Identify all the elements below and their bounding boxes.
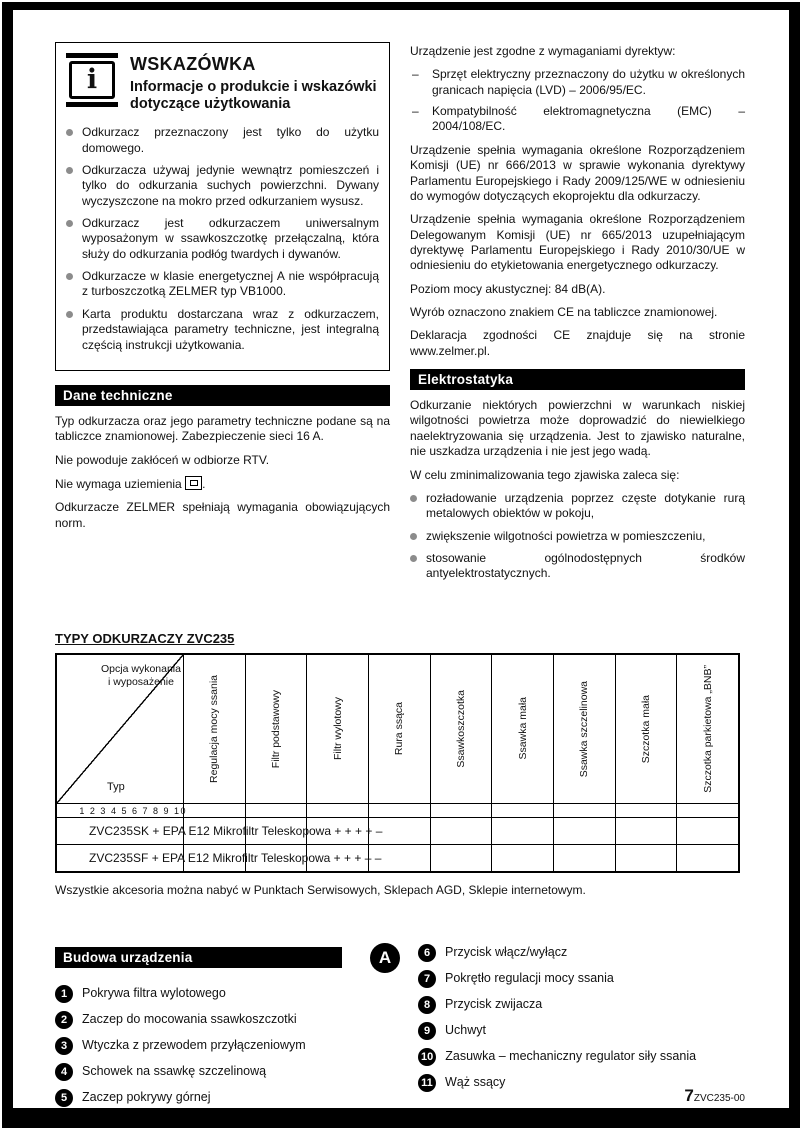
paragraph: Typ odkurzacza oraz jego parametry techniczne podane są na tabliczce znamionowej. Zabezpieczenie sieci 16 A. (55, 413, 390, 444)
list-item (66, 307, 379, 353)
part-label: Zasuwka – mechaniczny regulator siły ssania (445, 1048, 697, 1063)
item-number-badge: 11 (418, 1074, 436, 1092)
page-frame-right (789, 2, 800, 1128)
parts-list-left (55, 985, 400, 1107)
paragraph: W celu zminimalizowania tego zjawiska zaleca się: (410, 467, 680, 482)
advisory-box (55, 42, 390, 371)
bullet-text: Odkurzacze w klasie energetycznej A nie współpracują z turboszczotką ZELMER typ VB1000. (82, 269, 379, 299)
table-header-row (57, 655, 738, 803)
class-ii-insulation-icon (185, 476, 202, 490)
column-header: Ssawka mała (491, 655, 553, 803)
column-numbers: 1 2 3 4 5 6 7 8 9 10 (79, 805, 187, 816)
column-header: Rura ssąca (368, 655, 430, 803)
list-item (410, 551, 745, 582)
list-item (55, 985, 400, 1003)
item-number-badge: 3 (55, 1037, 73, 1055)
bullet-dot-icon (66, 220, 73, 227)
bullet-dot-icon (66, 167, 73, 174)
part-label: Wtyczka z przewodem przyłączeniowym (82, 1037, 306, 1052)
item-number-badge: 9 (418, 1022, 436, 1040)
page-frame-top (2, 2, 800, 10)
dash-marker: – (412, 67, 419, 82)
paragraph: Urządzenie jest zgodne z wymaganiami dyrektyw: (410, 44, 676, 58)
part-label: Przycisk zwijacza (445, 996, 543, 1011)
column-header: Filtr podstawowy (245, 655, 307, 803)
paragraph: Deklaracja zgodności CE znajduje się na stronie www.zelmer.pl. (410, 328, 745, 358)
column-header: Regulacja mocy ssania (183, 655, 245, 803)
list-item (66, 163, 379, 209)
column-header: Ssawka szczelinowa (553, 655, 615, 803)
advisory-bullet-list (66, 125, 379, 353)
list-item (55, 1089, 400, 1107)
section-header-dane-techniczne: Dane techniczne (55, 385, 390, 406)
column-header: Szczotka parkietowa „BNB” (676, 655, 738, 803)
page-frame-left (2, 2, 13, 1128)
paragraph: Wyrób oznaczono znakiem CE na tabliczce znamionowej. (410, 305, 718, 320)
part-label: Uchwyt (445, 1022, 486, 1037)
info-icon (66, 53, 118, 107)
document-code: ZVC235-00 (693, 1093, 745, 1104)
table-row-text: ZVC235SK + EPA E12 Mikrofiltr Teleskopowa + + + + – (89, 823, 383, 838)
advisory-subtitle: Informacje o produkcie i wskazówki dotyczące użytkowania (130, 79, 377, 113)
item-number-badge: 1 (55, 985, 73, 1003)
section-header-budowa: Budowa urządzenia (55, 947, 342, 968)
item-number-badge: 7 (418, 970, 436, 988)
item-number-badge: 2 (55, 1011, 73, 1029)
accessories-table (55, 653, 740, 873)
bullet-dot-icon (66, 273, 73, 280)
list-item (66, 269, 379, 300)
part-label: Pokrętło regulacji mocy ssania (445, 970, 614, 985)
list-item (55, 1011, 400, 1029)
table-footnote: Wszystkie akcesoria można nabyć w Punktach Serwisowych, Sklepach AGD, Sklepie internetowym. (55, 882, 586, 897)
part-label: Zaczep pokrywy górnej (82, 1089, 211, 1104)
column-header: Szczotka mała (615, 655, 677, 803)
list-item (418, 970, 745, 988)
list-item (410, 491, 745, 522)
bullet-text: Odkurzacz jest odkurzaczem uniwersalnym wyposażonym w ssawkoszczotkę przełączalną, która służy do odkurzania podłóg twardych i dywanów. (82, 216, 379, 261)
item-number-badge: 4 (55, 1063, 73, 1081)
paragraph: Urządzenie spełnia wymagania określone Rozporządzeniem Delegowanym Komisji (UE) nr 665/2013 uzupełniającym dyrektywę Parlamentu Europejskiego i Rady 2010/30/UE w odniesieniu do etykietowania energetycznego odkurzaczy. (410, 212, 745, 273)
paragraph: Urządzenie spełnia wymagania określone Rozporządzeniem Komisji (UE) nr 666/2013 w sprawie wykonania dyrektywy Parlamentu Europejskiego i Rady 2009/125/WE w odniesieniu do wymogów dotyczących ekoprojektu dla odkurzaczy. (410, 142, 745, 203)
list-item (418, 996, 745, 1014)
section-header-elektrostatyka: Elektrostatyka (410, 369, 745, 390)
dash-marker: – (412, 104, 419, 119)
left-column (55, 42, 390, 589)
part-label: Schowek na ssawkę szczelinową (82, 1063, 267, 1078)
bullet-text: Odkurzacza używaj jedynie wewnątrz pomieszczeń i tylko do odkurzania suchych powierzchni. Dywany wyczyszczone na mokro przed odkurzaniem wysusz. (82, 162, 379, 208)
list-item (418, 1022, 745, 1040)
bullet-dot-icon (410, 533, 417, 540)
corner-label-bottom: Typ (107, 780, 125, 793)
right-column (410, 42, 745, 589)
dash-text: Sprzęt elektryczny przeznaczony do użytku w określonych granicach napięcia (LVD) – 2006/95/EC. (432, 67, 745, 97)
list-item (418, 944, 745, 962)
paragraph: Nie powoduje zakłóceń w odbiorze RTV. (55, 452, 270, 467)
dash-text: Kompatybilność elektromagnetyczna (EMC) – 2004/108/EC. (432, 104, 745, 134)
page-content (55, 42, 745, 1115)
part-label: Zaczep do mocowania ssawkoszczotki (82, 1011, 297, 1026)
bullet-dot-icon (410, 495, 417, 502)
advisory-title: WSKAZÓWKA (130, 54, 256, 74)
list-item (55, 1063, 400, 1081)
part-label: Pokrywa filtra wylotowego (82, 985, 226, 1000)
page-number: 7 (684, 1086, 694, 1105)
bullet-text: stosowanie ogólnodostępnych środków antyelektrostatycznych. (426, 550, 745, 581)
bullet-text: Karta produktu dostarczana wraz z odkurzaczem, przedstawiająca parametry techniczne, jest integralną częścią instrukcji użytkowania. (82, 306, 379, 352)
bullet-dot-icon (410, 555, 417, 562)
bullet-text: zwiększenie wilgotności powietrza w pomieszczeniu, (426, 528, 706, 543)
list-item (66, 125, 379, 156)
item-number-badge: 6 (418, 944, 436, 962)
corner-label-top: Opcja wykonania i wyposażenie (101, 662, 181, 688)
bullet-text: Odkurzacz przeznaczony jest tylko do użytku domowego. (82, 125, 379, 155)
paragraph: Poziom mocy akustycznej: 84 dB(A). (410, 281, 606, 296)
info-icon-glyph: i (86, 63, 98, 95)
list-item (55, 1037, 400, 1055)
list-item (412, 104, 745, 135)
paragraph: Odkurzacze ZELMER spełniają wymagania obowiązujących norm. (55, 500, 390, 530)
bullet-dot-icon (66, 129, 73, 136)
figure-a-badge: A (370, 943, 400, 973)
column-header: Ssawkoszczotka (430, 655, 492, 803)
item-number-badge: 5 (55, 1089, 73, 1107)
column-header: Filtr wylotowy (306, 655, 368, 803)
vacuum-types-section (55, 631, 745, 897)
paragraph: Odkurzanie niektórych powierzchni w warunkach niskiej wilgotności powietrza może doprowadzić do niewielkiego naelektryzowania się urządzenia. Jest to zjawisko naturalne, nie uszkadza urządzenia i nie jest jego wadą. (410, 398, 745, 459)
paragraph (55, 476, 390, 492)
list-item (66, 216, 379, 262)
table-title: TYPY ODKURZACZY ZVC235 (55, 630, 235, 646)
table-row (57, 844, 738, 871)
item-number-badge: 10 (418, 1048, 436, 1066)
grounding-suffix: . (202, 477, 206, 491)
info-icon-bottom-bar (66, 102, 118, 107)
list-item (412, 67, 745, 98)
device-structure-section (55, 943, 745, 1115)
list-item (410, 529, 745, 544)
item-number-badge: 8 (418, 996, 436, 1014)
part-label: Przycisk włącz/wyłącz (445, 944, 568, 959)
part-label: Wąż ssący (445, 1074, 506, 1089)
table-row-text: ZVC235SF + EPA E12 Mikrofiltr Teleskopowa + + + – – (89, 850, 382, 865)
list-item (418, 1048, 745, 1066)
page-footer (684, 1086, 745, 1106)
info-icon-top-bar (66, 53, 118, 58)
bullet-dot-icon (66, 311, 73, 318)
grounding-text: Nie wymaga uziemienia (55, 477, 182, 491)
table-row (57, 817, 738, 844)
bullet-text: rozładowanie urządzenia poprzez częste dotykanie rurą metalowych obiektów w pokoju, (426, 490, 745, 521)
table-corner-cell (57, 655, 183, 803)
column-numbers-row (57, 803, 738, 817)
